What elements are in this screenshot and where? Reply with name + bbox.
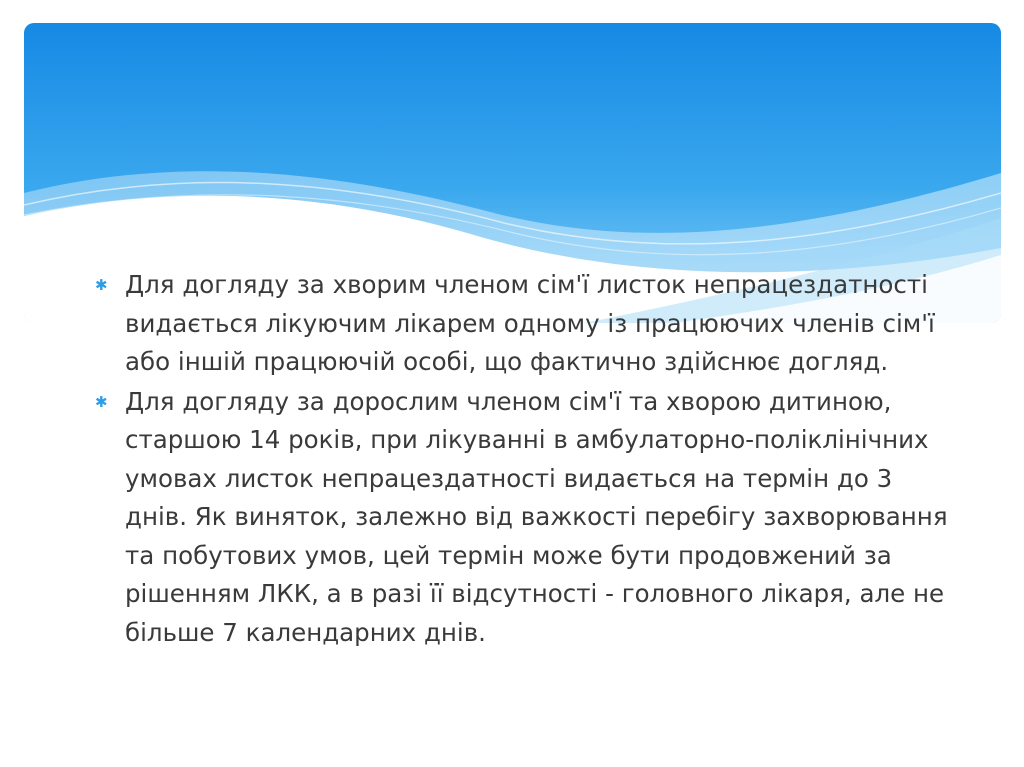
- asterisk-bullet-icon: ✱: [95, 276, 108, 294]
- bullet-text: Для догляду за дорослим членом сім'ї та хворою дитиною, старшою 14 років, при лікуванні в амбулаторно-поліклінічних умовах листок непрацездатності видається на термін до 3 днів. Як виняток, залежно від важкості перебігу захворювання та побутових умов, цей термін може бути продовжений за рішенням ЛКК, а в разі її відсутності - головного лікаря, але не більше 7 календарних днів.: [125, 386, 948, 647]
- bullet-item: [95, 266, 955, 382]
- bullet-list: [95, 266, 955, 653]
- bullet-item: [95, 383, 955, 653]
- asterisk-bullet-icon: ✱: [95, 392, 108, 411]
- bullet-text: Для догляду за хворим членом сім'ї листок непрацездатності видається лікуючим лікарем одному із працюючих членів сім'ї або іншій працюючій особі, що фактично здійснює догляд.: [125, 270, 935, 376]
